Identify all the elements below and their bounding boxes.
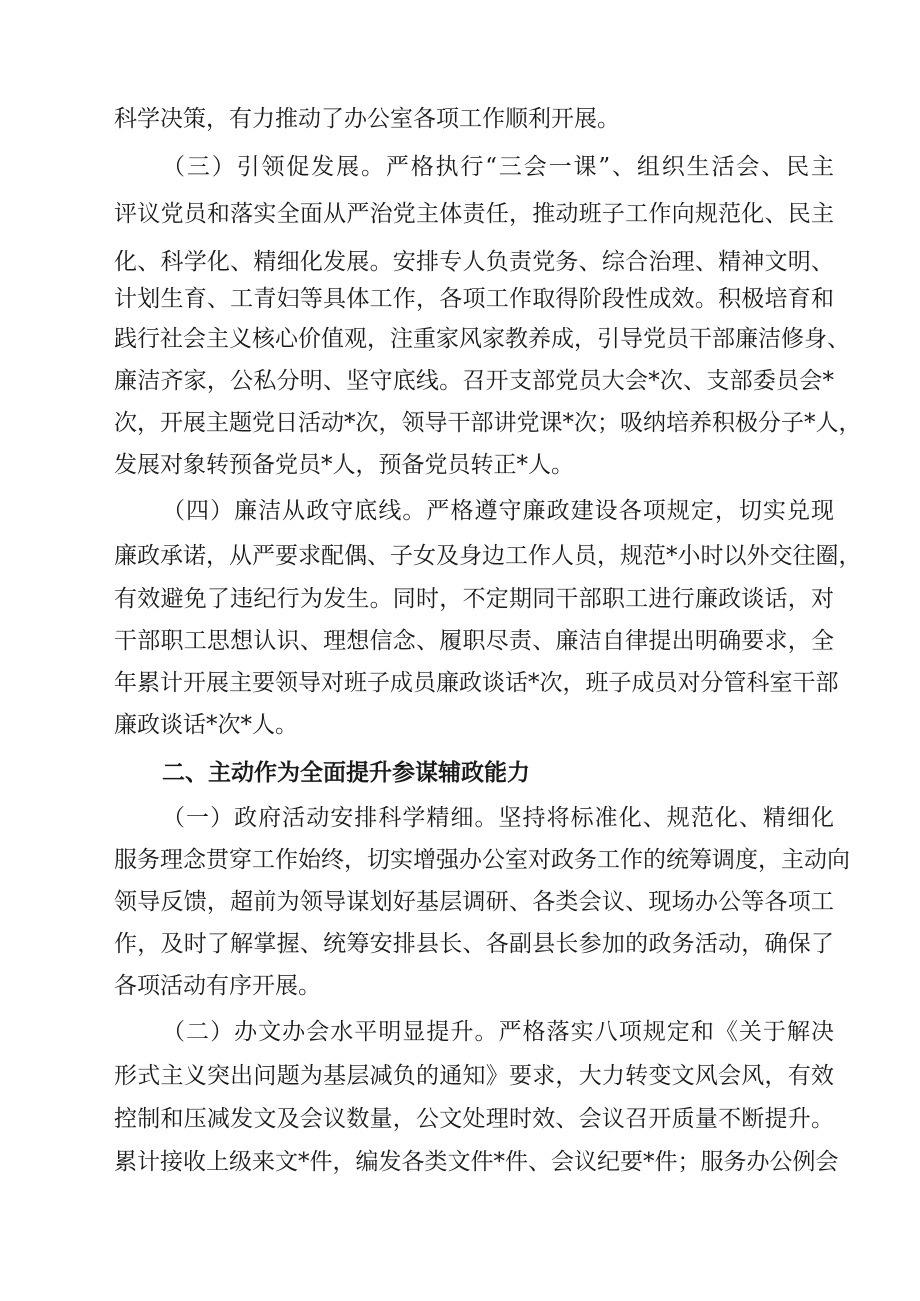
paragraph-start-line: （二）办文办会水平明显提升。严格落实八项规定和《关于解决: [162, 1019, 834, 1045]
text-line: 次，开展主题党日活动*次，领导干部讲党课*次；吸纳培养积极分子*人，: [114, 410, 862, 436]
text-line: 年累计开展主要领导对班子成员廉政谈话*次，班子成员对分管科室干部: [114, 670, 839, 696]
section-heading: 二、主动作为全面提升参谋辅政能力: [162, 760, 530, 786]
text-line: 廉政谈话*次*人。: [114, 712, 298, 738]
paragraph-start-line: （一）政府活动安排科学精细。坚持将标准化、规范化、精细化: [162, 805, 834, 831]
text-line: 控制和压减发文及会议数量，公文处理时效、会议召开质量不断提升。: [114, 1106, 834, 1132]
text-line: 服务理念贯穿工作始终，切实增强办公室对政务工作的统筹调度，主动向: [114, 847, 850, 873]
text-line: 廉政承诺，从严要求配偶、子女及身边工作人员，规范*小时以外交往圈，: [114, 543, 862, 569]
text-line: 各项活动有序开展。: [114, 973, 321, 999]
text-line: 计划生育、工青妇等具体工作，各项工作取得阶段性成效。积极培育和: [114, 286, 834, 312]
text-line: 发展对象转预备党员*人，预备党员转正*人。: [114, 452, 574, 478]
text-line: 形式主义突出问题为基层减负的通知》要求，大力转变文风会风，有效: [114, 1063, 834, 1089]
text-line: 践行社会主义核心价值观，注重家风家教养成，引导党员干部廉洁修身、: [114, 326, 850, 352]
text-line: 累计接收上级来文*件，编发各类文件*件、会议纪要*件；服务办公例会: [114, 1149, 839, 1175]
text-line: 有效避免了违纪行为发生。同时，不定期同干部职工进行廉政谈话，对: [114, 586, 834, 612]
text-line: 科学决策，有力推动了办公室各项工作顺利开展。: [114, 106, 620, 132]
text-line: 作，及时了解掌握、统筹安排县长、各副县长参加的政务活动，确保了: [114, 931, 834, 957]
text-line: 干部职工思想认识、理想信念、履职尽责、廉洁自律提出明确要求，全: [114, 628, 834, 654]
text-line: 廉洁齐家，公私分明、坚守底线。召开支部党员大会*次、支部委员会*: [114, 368, 834, 394]
paragraph-start-line: （三）引领促发展。严格执行“三会一课”、组织生活会、民主: [162, 154, 834, 180]
text-line: 评议党员和落实全面从严治党主体责任，推动班子工作向规范化、民主: [114, 201, 834, 227]
text-line: 领导反馈，超前为领导谋划好基层调研、各类会议、现场办公等各项工: [114, 889, 834, 915]
paragraph-start-line: （四）廉洁从政守底线。严格遵守廉政建设各项规定，切实兑现: [162, 498, 834, 524]
text-line: 化、科学化、精细化发展。安排专人负责党务、综合治理、精神文明、: [114, 249, 834, 275]
